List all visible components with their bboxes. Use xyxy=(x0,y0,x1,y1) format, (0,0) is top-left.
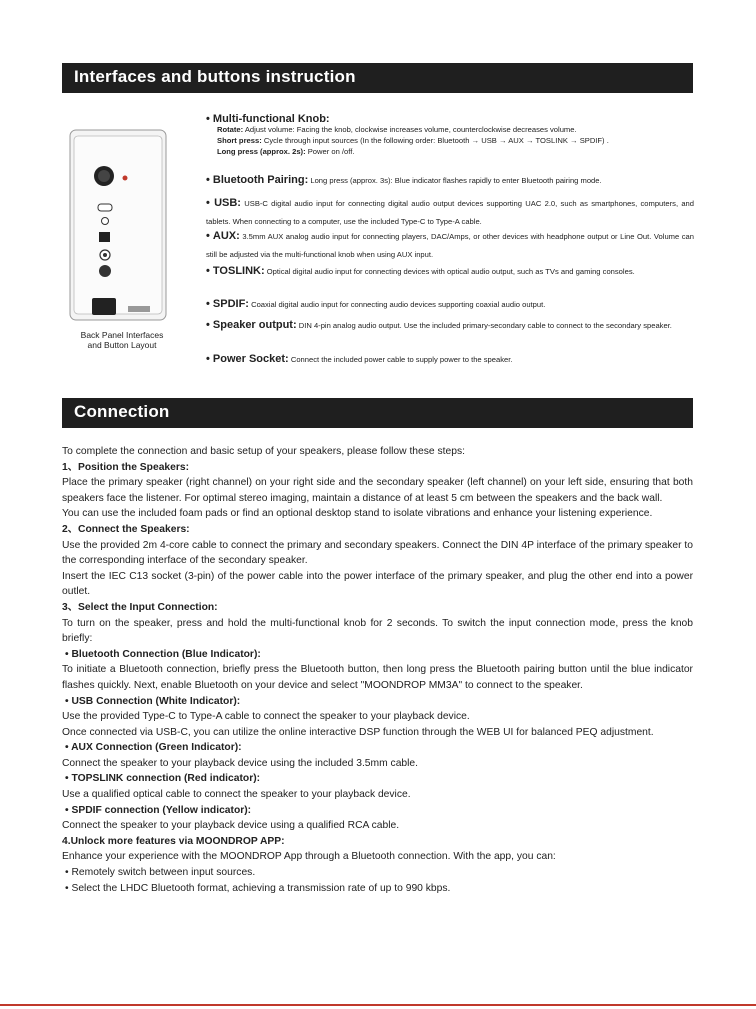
paragraph: Once connected via USB-C, you can utilize the online interactive DSP function through the WEB UI for balanced PEQ adjustment. xyxy=(62,726,654,738)
paragraph: Use a qualified optical cable to connect the speaker to your playback device. xyxy=(62,789,411,801)
speaker-output-item xyxy=(206,315,694,333)
back-panel-drawing xyxy=(62,128,172,328)
item-text: Connect the included power cable to supply power to the speaker. xyxy=(288,355,513,364)
step-heading: 3、Select the Input Connection: xyxy=(62,601,218,613)
back-panel-illustration xyxy=(62,128,172,328)
item-title: • AUX: xyxy=(206,230,240,242)
long-press-label: Long press (approx. 2s): xyxy=(217,146,306,156)
step-heading: 2、Connect the Speakers: xyxy=(62,523,190,535)
item-text: USB-C digital audio input for connecting digital audio output devices supporting UAC 2.0, such as smartphones, computers, and tablets. When connecting to a computer, use the included Type-C to Type-A cable. xyxy=(206,199,695,226)
knob-short-press xyxy=(206,136,694,147)
usb-item xyxy=(206,193,694,229)
knob-rotate xyxy=(206,125,694,136)
sub-heading: • USB Connection (White Indicator): xyxy=(65,695,241,707)
item-text: Coaxial digital audio input for connecting audio devices supporting coaxial audio output. xyxy=(248,300,546,309)
paragraph: Use the provided Type-C to Type-A cable to connect the speaker to your playback device. xyxy=(62,711,470,723)
bottom-divider xyxy=(0,1004,756,1006)
sub-heading: • SPDIF connection (Yellow indicator): xyxy=(65,804,252,816)
sub-heading: • AUX Connection (Green Indicator): xyxy=(65,742,242,754)
paragraph: Use the provided 2m 4-core cable to connect the primary and secondary speakers. Connect the DIN 4P interface of the primary speaker to the corresponding interface of the secondary speaker. xyxy=(62,539,693,567)
spdif-item xyxy=(206,294,694,312)
caption-line: Back Panel Interfaces xyxy=(80,330,164,340)
rotate-text: Adjust volume: Facing the knob, clockwise increases volume, counterclockwise decreases volume. xyxy=(243,125,577,134)
paragraph: Place the primary speaker (right channel) on your right side and the secondary speaker (left channel) on your left side, ensuring that both speakers face the listener. For optimal stereo imaging, maintain a distance of at least 5 cm between the speakers and the back wall. xyxy=(62,477,693,504)
sub-heading: • Bluetooth Connection (Blue Indicator): xyxy=(65,648,261,660)
paragraph: Connect the speaker to your playback device using a qualified RCA cable. xyxy=(62,820,400,832)
section-title: Interfaces and buttons instruction xyxy=(74,67,356,86)
item-title: • USB: xyxy=(206,197,241,209)
sub-heading: • TOPSLINK connection (Red indicator): xyxy=(65,773,261,785)
rotate-label: Rotate: xyxy=(217,125,244,134)
item-title: • TOSLINK: xyxy=(206,265,265,277)
connection-body xyxy=(62,444,693,896)
paragraph: To initiate a Bluetooth connection, briefly press the Bluetooth button, then long press the Bluetooth pairing button until the blue indicator flashes quickly. Next, enable Bluetooth on your device and select "MOONDROP MM3A" to connect to the speaker. xyxy=(62,664,693,691)
list-item: • Remotely switch between input sources. xyxy=(65,867,256,879)
item-title: • Multi-functional Knob: xyxy=(206,113,330,125)
back-panel-caption xyxy=(62,330,182,350)
bluetooth-item xyxy=(206,170,694,188)
caption-line: and Button Layout xyxy=(87,340,157,350)
step-heading: 4.Unlock more features via MOONDROP APP: xyxy=(62,835,285,847)
item-title: • SPDIF: xyxy=(206,298,249,310)
paragraph: Insert the IEC C13 socket (3-pin) of the power cable into the power interface of the primary speaker, and plug the other end into a power outlet. xyxy=(62,570,693,598)
short-press-text: Cycle through input sources (In the following order: Bluetooth → USB → AUX → TOSLINK → SPDIF) . xyxy=(261,135,609,145)
short-press-label: Short press: xyxy=(217,135,262,145)
power-socket-item xyxy=(206,349,694,367)
section-header-interfaces xyxy=(62,63,693,93)
paragraph: To turn on the speaker, press and hold the multi-functional knob for 2 seconds. To switch the input connection mode, press the knob briefly: xyxy=(62,617,693,645)
step-heading: 1、Position the Speakers: xyxy=(62,461,190,473)
paragraph: Enhance your experience with the MOONDROP App through a Bluetooth connection. With the app, you can: xyxy=(62,851,556,863)
toslink-item xyxy=(206,261,694,279)
item-text: DIN 4-pin analog audio output. Use the included primary-secondary cable to connect to the secondary speaker. xyxy=(296,321,672,330)
item-title: • Speaker output: xyxy=(206,319,297,331)
knob-item xyxy=(206,113,694,157)
paragraph: Connect the speaker to your playback device using the included 3.5mm cable. xyxy=(62,757,419,769)
list-item: • Select the LHDC Bluetooth format, achieving a transmission rate of up to 990 kbps. xyxy=(65,882,451,894)
item-text: Optical digital audio input for connecting devices with optical audio output, such as TVs and gaming consoles. xyxy=(264,267,635,276)
section-header-connection xyxy=(62,398,693,428)
item-text: 3.5mm AUX analog audio input for connecting players, DAC/Amps, or other devices with headphone output or Line Out. Volume can still be adjusted via the multi-functional knob when using AUX input. xyxy=(206,232,694,259)
knob-long-press xyxy=(206,147,694,158)
item-title: • Bluetooth Pairing: xyxy=(206,174,309,186)
aux-item xyxy=(206,226,694,262)
item-title: • Power Socket: xyxy=(206,353,289,365)
paragraph: You can use the included foam pads or find an optional desktop stand to isolate vibrations and enhance your listening experience. xyxy=(62,508,653,520)
item-text: Long press (approx. 3s): Blue indicator flashes rapidly to enter Bluetooth pairing mode. xyxy=(308,176,602,185)
long-press-text: Power on /off. xyxy=(305,146,355,156)
section-title: Connection xyxy=(74,402,170,421)
intro-text: To complete the connection and basic setup of your speakers, please follow these steps: xyxy=(62,446,465,457)
